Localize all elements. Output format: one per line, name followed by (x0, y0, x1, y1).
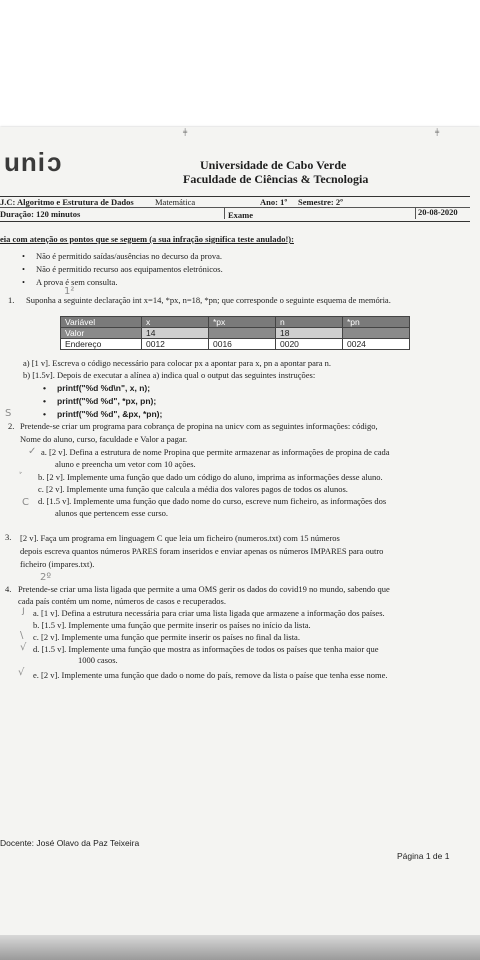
table-cell (209, 328, 276, 339)
code-line: • printf("%d %d\n", x, n); (57, 383, 150, 393)
faculty-name: Faculdade de Ciências & Tecnologia (183, 172, 369, 186)
teacher-name: Docente: José Olavo da Paz Teixeira (0, 838, 140, 848)
q2-part-a: a. [2 v]. Defina a estrutura de nome Propina que permite armazenar as informações de propina de cada (41, 447, 390, 457)
table-cell: 0016 (209, 339, 276, 350)
year-label: Ano: 1º (260, 197, 288, 207)
handwritten-mark: ȷ (22, 605, 25, 616)
table-cell: 14 (142, 328, 209, 339)
university-name: Universidade de Cabo Verde (200, 158, 347, 172)
table-cell: Variável (61, 317, 142, 328)
q1-text: Suponha a seguinte declaração int x=14, *px, n=18, *pn; que corresponde o seguinte esquema de memória. (26, 295, 391, 305)
table-cell: 0012 (142, 339, 209, 350)
handwritten-mark: √ (18, 667, 25, 678)
q4-text: cada país contém um nome, números de casos e recuperados. (18, 596, 226, 606)
exam-label: Exame (228, 210, 254, 220)
table-cell: n (276, 317, 343, 328)
q2-part-c: c. [2 v]. Implemente uma função que calcula a média dos valores pagos de todos os alunos. (38, 484, 348, 494)
q1-part-b: b) [1.5v]. Depois de executar a alínea a) indica qual o output das seguintes instruções: (23, 370, 316, 380)
semester-label: Semestre: 2º (298, 197, 343, 207)
handwritten-mark: 1² (64, 286, 75, 297)
q2-text: Nome do aluno, curso, faculdade e Valor a pagar. (20, 434, 188, 444)
handwritten-mark: √ (20, 642, 27, 653)
handwritten-mark: \ (20, 630, 24, 641)
page-mark-left: ╪ (183, 129, 188, 137)
q4-text: Pretende-se criar uma lista ligada que permite a uma OMS gerir os dados do covid19 no mundo, sabendo que (18, 584, 390, 594)
table-cell: 0020 (276, 339, 343, 350)
q3-text: [2 v]. Faça um programa em linguagem C que leia um ficheiro (numeros.txt) com 15 números (20, 533, 340, 543)
q4-number: 4. (5, 584, 12, 594)
q4-part-b: b. [1.5 v]. Implemente uma função que permite inserir os países no início da lista. (33, 620, 311, 630)
q2-part-a: aluno e preencha um vetor com 10 ações. (55, 459, 196, 469)
q2-number: 2. (8, 421, 15, 431)
q4-part-a: a. [1 v]. Defina a estrutura necessária para criar uma lista ligada que armazene a informação dos países. (33, 608, 385, 618)
q4-part-e: e. [2 v]. Implemente uma função que dado o nome do país, remove da lista o paíse que tenha esse nome. (33, 670, 388, 680)
q2-part-b: b. [2 v]. Implemente uma função que dado um código do aluno, imprima as informações desse aluno. (38, 472, 383, 482)
code-line: • printf("%d %d", &px, *pn); (57, 409, 162, 419)
q2-part-d: d. [1.5 v]. Implemente uma função que dado nome do curso, escreve num ficheiro, as informações dos (38, 496, 387, 506)
area-name: Matemática (155, 197, 196, 207)
q4-part-c: c. [2 v]. Implemente uma função que permite inserir os países no final da lista. (33, 632, 300, 642)
q4-part-d: d. [1.5 v]. Implemente uma função que mostra as informações de todos os países que tenha maior que (33, 644, 379, 654)
table-cell: Endereço (61, 339, 142, 350)
exam-date: 20-08-2020 (418, 207, 458, 217)
q1-part-a: a) [1 v]. Escreva o código necessário para colocar px a apontar para x, pn a apontar para n. (23, 358, 331, 368)
handwritten-mark: 2º (40, 572, 52, 583)
q3-number: 3. (5, 532, 12, 542)
duration-label: Duração: 120 minutos (0, 209, 81, 219)
q1-number: 1. (8, 295, 15, 305)
table-cell: 18 (276, 328, 343, 339)
code-line: • printf("%d %d", *px, pn); (57, 396, 156, 406)
course-name: J.C: Algoritmo e Estrutura de Dados (0, 197, 134, 207)
photo-background (0, 935, 480, 960)
q3-text: ficheiro (impares.txt). (20, 559, 95, 569)
notice-bullet: • Não é permitido saídas/ausências no decurso da prova. (36, 251, 222, 261)
university-logo: unic (4, 147, 62, 177)
q4-part-d: 1000 casos. (78, 655, 118, 665)
notice-title: eia com atenção os pontos que se seguem (a sua infração significa teste anulado!): (0, 234, 294, 244)
q2-text: Pretende-se criar um programa para cobrança de propina na unicv com as seguintes informações: código, (20, 421, 378, 431)
notice-bullet: • A prova é sem consulta. (36, 277, 117, 287)
table-cell: *pn (343, 317, 410, 328)
page-number: Página 1 de 1 (397, 851, 450, 861)
table-cell (343, 328, 410, 339)
memory-table (60, 316, 410, 350)
handwritten-mark: ✓ (28, 446, 37, 457)
table-cell: 0024 (343, 339, 410, 350)
table-cell: x (142, 317, 209, 328)
handwritten-mark: S (5, 408, 12, 419)
notice-bullet: • Não é permitido recurso aos equipamentos eletrónicos. (36, 264, 223, 274)
table-cell: *px (209, 317, 276, 328)
table-cell: Valor (61, 328, 142, 339)
q3-text: depois escreva quantos números PARES foram inseridos e enviar apenas os números IMPARES para outro (20, 546, 384, 556)
handwritten-mark: C (22, 497, 29, 508)
page-mark-right: ╪ (435, 129, 440, 137)
exam-sheet (0, 127, 480, 935)
q2-part-d: alunos que pertencem esse curso. (55, 508, 169, 518)
